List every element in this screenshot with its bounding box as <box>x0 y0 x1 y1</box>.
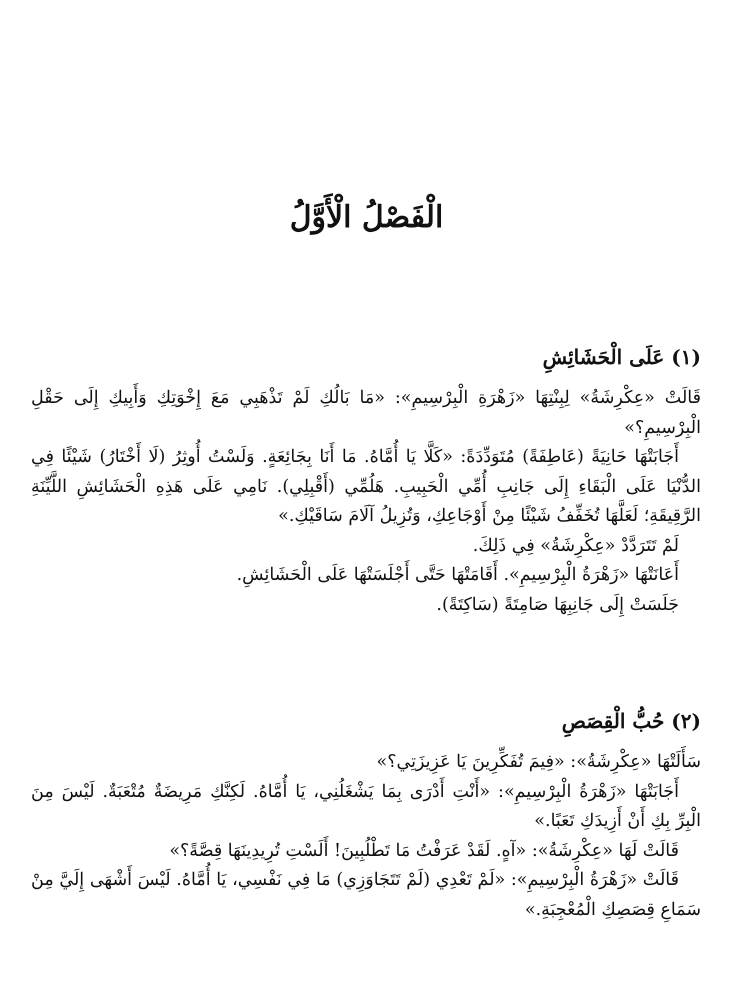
section-heading: (٢) حُبُّ الْقِصَصِ <box>561 709 701 733</box>
paragraph: قَالَتْ «عِكْرِشَةُ» لِبِنْتِهَا «زَهْرَةِ الْبِرْسِيمِ»: «مَا بَالُكِ لَمْ تَذْهَبِي مَعَ إِخْوَتِكِ وَأَبِيكِ إِلَى حَقْلِ الْبِرْسِيمِ؟» <box>31 388 701 438</box>
section-love-of-stories <box>31 706 701 925</box>
paragraph: أَعَانَتْهَا «زَهْرَةُ الْبِرْسِيمِ». أَقَامَتْهَا حَتَّى أَجْلَسَتْهَا عَلَى الْحَشَائِشِ. <box>236 565 679 585</box>
section-on-the-grass <box>31 342 701 620</box>
paragraph: سَأَلَتْهَا «عِكْرِشَةُ»: «فِيمَ تُفَكِّرِينَ يَا عَزِيزَتِي؟» <box>376 752 701 772</box>
chapter-title: الْفَصْلُ الْأَوَّلُ <box>289 200 444 235</box>
paragraph: قَالَتْ «زَهْرَةُ الْبِرْسِيمِ»: «لَمْ تَعْدِي (لَمْ تَتَجَاوَزِي) مَا فِي نَفْسِي، يَا أُمَّاهُ. لَيْسَ أَشْهَى إِلَيَّ مِنْ سَمَاعِ قِصَصِكِ الْمُعْجِبَةِ.» <box>31 870 701 920</box>
paragraph: قَالَتْ لَهَا «عِكْرِشَةُ»: «آهٍ. لَقَدْ عَرَفْتُ مَا تَطْلُبِينَ! أَلَسْتِ تُرِيدِينَهَا قِصَّةً؟» <box>169 840 679 861</box>
paragraph: أَجَابَتْهَا «زَهْرَةُ الْبِرْسِيمِ»: «أَنْتِ أَدْرَى بِمَا يَشْغَلُنِي، يَا أُمَّاهُ. لَكِنَّكِ مَرِيضَةٌ مُتْعَبَةٌ. لَيْسَ مِنَ الْبِرِّ بِكِ أَنْ أَزِيدَكِ تَعَبًا.» <box>31 781 701 831</box>
paragraph: جَلَسَتْ إِلَى جَانِبِهَا صَامِتَةً (سَاكِتَةً). <box>436 594 679 615</box>
section-heading: (١) عَلَى الْحَشَائِشِ <box>542 345 701 369</box>
paragraph: أَجَابَتْهَا حَانِيَةً (عَاطِفَةً) مُتَوَدِّدَةً: «كَلَّا يَا أُمَّاهُ. مَا أَنَا بِجَائِعَةٍ. وَلَسْتُ أُوثِرُ (لَا أَخْتَارُ) شَيْئًا فِي الدُّنْيَا عَلَى الْبَقَاءِ إِلَى جَانِبِ أُمِّي الْحَبِيبِ. هَلُمِّي (أَقْبِلِي). نَامِي عَلَى هَذِهِ الْحَشَائِشِ اللَّيِّنَةِ الرَّقِيقَةِ؛ لَعَلَّهَا تُخَفِّفُ شَيْئًا مِنْ أَوْجَاعِكِ، وَتُزِيلُ آلَامَ سَاقَيْكِ.» <box>31 447 701 526</box>
paragraph: لَمْ تَتَرَدَّدْ «عِكْرِشَةُ» فِي ذَلِكَ. <box>472 535 679 556</box>
